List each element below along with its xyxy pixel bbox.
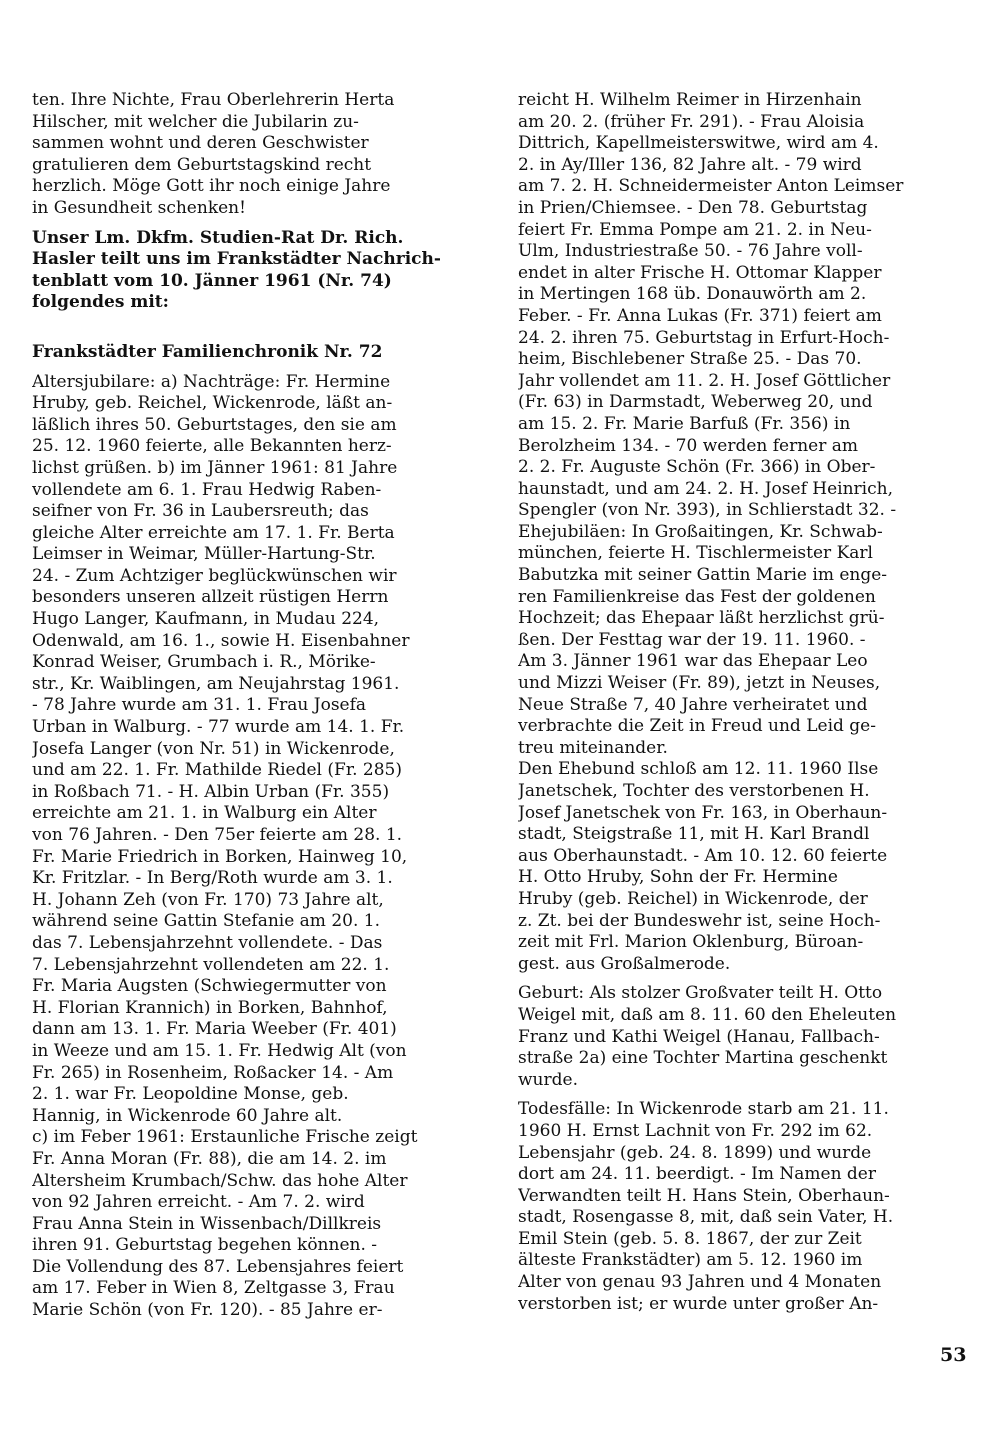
text-line: Altersjubilare: a) Nachträge: Fr. Hermine: [32, 371, 391, 392]
spacer: [32, 220, 487, 228]
text-line: 2. 2. Fr. Auguste Schön (Fr. 366) in Ober-: [518, 457, 876, 478]
text-line: Hruby (geb. Reichel) in Wickenrode, der: [518, 888, 868, 909]
text-line: Unser Lm. Dkfm. Studien-Rat Dr. Rich.: [32, 227, 404, 248]
text-line: Berolzheim 134. - 70 werden ferner am: [518, 435, 859, 456]
text-line: str., Kr. Waiblingen, am Neujahrstag 1961.: [32, 673, 400, 694]
text-line: ihren 91. Geburtstag begehen können. -: [32, 1235, 378, 1256]
text-line: straße 2a) eine Tochter Martina geschenkt: [518, 1048, 888, 1069]
text-line: Ulm, Industriestraße 50. - 76 Jahre voll-: [518, 241, 863, 262]
spacer: [518, 1091, 973, 1099]
text-line: münchen, feierte H. Tischlermeister Karl: [518, 543, 873, 564]
text-line: Weigel mit, daß am 8. 11. 60 den Eheleuten: [518, 1004, 897, 1025]
text-line: stadt, Steigstraße 11, mit H. Karl Brandl: [518, 824, 870, 845]
text-line: Franz und Kathi Weigel (Hanau, Fallbach-: [518, 1026, 880, 1047]
text-line: c) im Feber 1961: Erstaunliche Frische zeigt: [32, 1127, 418, 1148]
text-line: tenblatt vom 10. Jänner 1961 (Nr. 74): [32, 270, 392, 291]
text-line: dort am 24. 11. beerdigt. - Im Namen der: [518, 1164, 876, 1185]
left-column: [32, 90, 487, 1322]
text-line: seifner von Fr. 36 in Laubersreuth; das: [32, 501, 369, 522]
text-line: Neue Straße 7, 40 Jahre verheiratet und: [518, 694, 868, 715]
text-line: das 7. Lebensjahrzehnt vollendete. - Das: [32, 932, 383, 953]
text-line: H. Florian Krannich) in Borken, Bahnhof,: [32, 997, 388, 1018]
text-line: Fr. Anna Moran (Fr. 88), die am 14. 2. im: [32, 1148, 387, 1169]
text-line: Den Ehebund schloß am 12. 11. 1960 Ilse: [518, 759, 879, 780]
text-line: Konrad Weiser, Grumbach i. R., Mörike-: [32, 652, 376, 673]
text-line: verstorben ist; er wurde unter großer An-: [518, 1293, 879, 1314]
text-line: am 15. 2. Fr. Marie Barfuß (Fr. 356) in: [518, 413, 851, 434]
text-line: Alter von genau 93 Jahren und 4 Monaten: [518, 1272, 882, 1293]
text-line: Urban in Walburg. - 77 wurde am 14. 1. Fr.: [32, 717, 405, 738]
text-line: verbrachte die Zeit in Freud und Leid ge-: [518, 716, 876, 737]
text-line: am 17. Feber in Wien 8, Zeltgasse 3, Frau: [32, 1278, 395, 1299]
text-line: von 76 Jahren. - Den 75er feierte am 28. 1.: [32, 825, 403, 845]
text-line: 2. in Ay/Iller 136, 82 Jahre alt. - 79 wird: [518, 154, 862, 175]
spacer: [32, 314, 487, 328]
text-line: haunstadt, und am 24. 2. H. Josef Heinrich,: [518, 478, 893, 499]
text-line: Fr. Marie Friedrich in Borken, Hainweg 10,: [32, 846, 408, 867]
text-line: aus Oberhaunstadt. - Am 10. 12. 60 feierte: [518, 845, 888, 866]
text-line: dann am 13. 1. Fr. Maria Weeber (Fr. 401): [32, 1019, 397, 1040]
text-line: in Prien/Chiemsee. - Den 78. Geburtstag: [518, 197, 868, 218]
text-line: am 7. 2. H. Schneidermeister Anton Leimser: [518, 176, 904, 197]
text-line: Odenwald, am 16. 1., sowie H. Eisenbahner: [32, 630, 410, 651]
text-line: sammen wohnt und deren Geschwister: [32, 133, 369, 154]
text-line: feiert Fr. Emma Pompe am 21. 2. in Neu-: [518, 219, 872, 240]
text-line: Hasler teilt uns im Frankstädter Nachrich-: [32, 249, 441, 270]
text-line: während seine Gattin Stefanie am 20. 1.: [32, 911, 380, 932]
text-line: Babutzka mit seiner Gattin Marie im enge-: [518, 565, 888, 586]
text-line: - 78 Jahre wurde am 31. 1. Frau Josefa: [32, 695, 367, 716]
text-line: 1960 H. Ernst Lachnit von Fr. 292 im 62.: [518, 1120, 873, 1141]
text-line: Fr. 265) in Rosenheim, Roßacker 14. - Am: [32, 1062, 394, 1083]
text-line: Ehejubiläen: In Großaitingen, Kr. Schwab-: [518, 521, 883, 542]
text-line: älteste Frankstädter) am 5. 12. 1960 im: [518, 1250, 863, 1271]
text-line: läßlich ihres 50. Geburtstages, den sie am: [32, 414, 397, 435]
text-line: lichst grüßen. b) im Jänner 1961: 81 Jahre: [32, 457, 398, 478]
text-line: stadt, Rosengasse 8, mit, daß sein Vater, H.: [518, 1207, 894, 1228]
text-line: Verwandten teilt H. Hans Stein, Oberhaun-: [518, 1185, 890, 1206]
text-line: erreichte am 21. 1. in Walburg ein Alter: [32, 803, 377, 824]
text-line: ten. Ihre Nichte, Frau Oberlehrerin Herta: [32, 90, 395, 110]
text-line: Fr. Maria Augsten (Schwiegermutter von: [32, 976, 387, 997]
text-line: Todesfälle: In Wickenrode starb am 21. 11.: [518, 1099, 889, 1120]
spacer: [32, 328, 487, 342]
text-line: Marie Schön (von Fr. 120). - 85 Jahre er-: [32, 1300, 383, 1321]
text-line: gleiche Alter erreichte am 17. 1. Fr. Berta: [32, 522, 395, 543]
spacer: [32, 364, 487, 372]
text-line: folgendes mit:: [32, 292, 169, 313]
text-line: Feber. - Fr. Anna Lukas (Fr. 371) feiert am: [518, 305, 882, 326]
text-line: Die Vollendung des 87. Lebensjahres feiert: [32, 1256, 404, 1277]
text-line: Hugo Langer, Kaufmann, in Mudau 224,: [32, 609, 380, 630]
text-line: Altersheim Krumbach/Schw. das hohe Alter: [32, 1170, 408, 1191]
text-line: Frau Anna Stein in Wissenbach/Dillkreis: [32, 1213, 382, 1234]
text-line: von 92 Jahren erreicht. - Am 7. 2. wird: [32, 1192, 365, 1213]
spacer: [518, 975, 973, 983]
text-line: Spengler (von Nr. 393), in Schlierstadt 32. -: [518, 500, 897, 521]
text-line: treu miteinander.: [518, 737, 668, 758]
text-line: Josef Janetschek von Fr. 163, in Oberhaun-: [518, 802, 888, 823]
text-line: Emil Stein (geb. 5. 8. 1867, der zur Zeit: [518, 1228, 862, 1249]
text-line: gest. aus Großalmerode.: [518, 953, 731, 974]
text-line: Am 3. Jänner 1961 war das Ehepaar Leo: [518, 651, 868, 672]
text-line: wurde.: [518, 1069, 578, 1090]
text-line: H. Otto Hruby, Sohn der Fr. Hermine: [518, 867, 838, 888]
text-line: zeit mit Frl. Marion Oklenburg, Büroan-: [518, 932, 864, 953]
text-line: Hilscher, mit welcher die Jubilarin zu-: [32, 111, 359, 132]
text-line: und am 22. 1. Fr. Mathilde Riedel (Fr. 285): [32, 760, 402, 781]
text-line: 7. Lebensjahrzehnt vollendeten am 22. 1.: [32, 954, 390, 975]
text-line: 24. - Zum Achtziger beglückwünschen wir: [32, 565, 397, 586]
text-line: Jahr vollendet am 11. 2. H. Josef Göttlicher: [518, 370, 891, 391]
text-line: Dittrich, Kapellmeisterswitwe, wird am 4.: [518, 133, 879, 154]
text-line: am 20. 2. (früher Fr. 291). - Frau Aloisia: [518, 111, 865, 132]
text-line: Hochzeit; das Ehepaar läßt herzlichst grü-: [518, 608, 885, 629]
text-line: ßen. Der Festtag war der 19. 11. 1960. -: [518, 629, 866, 650]
text-line: Hannig, in Wickenrode 60 Jahre alt.: [32, 1105, 343, 1126]
text-line: Josefa Langer (von Nr. 51) in Wickenrode,: [32, 738, 395, 759]
text-line: Geburt: Als stolzer Großvater teilt H. Otto: [518, 983, 883, 1004]
text-line: heim, Bischlebener Straße 25. - Das 70.: [518, 349, 862, 370]
text-line: in Roßbach 71. - H. Albin Urban (Fr. 355): [32, 781, 390, 802]
page-number: 53: [940, 1344, 967, 1366]
text-line: (Fr. 63) in Darmstadt, Weberweg 20, und: [518, 392, 873, 413]
text-line: in Weeze und am 15. 1. Fr. Hedwig Alt (von: [32, 1040, 407, 1061]
text-line: in Mertingen 168 üb. Donauwörth am 2.: [518, 284, 867, 305]
text-line: ren Familienkreise das Fest der goldenen: [518, 586, 876, 607]
text-line: 24. 2. ihren 75. Geburtstag in Erfurt-Hoch-: [518, 327, 890, 348]
text-line: endet in alter Frische H. Ottomar Klapper: [518, 262, 882, 283]
section-heading: Frankstädter Familienchronik Nr. 72: [32, 341, 383, 362]
text-line: besonders unseren allzeit rüstigen Herrn: [32, 587, 389, 608]
text-line: 25. 12. 1960 feierte, alle Bekannten herz-: [32, 436, 392, 457]
text-line: Janetschek, Tochter des verstorbenen H.: [518, 781, 870, 801]
text-line: herzlich. Möge Gott ihr noch einige Jahre: [32, 176, 391, 197]
text-line: Leimser in Weimar, Müller-Hartung-Str.: [32, 544, 376, 565]
text-line: Lebensjahr (geb. 24. 8. 1899) und wurde: [518, 1142, 872, 1163]
text-line: reicht H. Wilhelm Reimer in Hirzenhain: [518, 90, 862, 110]
text-line: gratulieren dem Geburtstagskind recht: [32, 154, 372, 175]
text-line: z. Zt. bei der Bundeswehr ist, seine Hoch-: [518, 910, 881, 931]
right-column: [518, 90, 973, 1315]
text-line: H. Johann Zeh (von Fr. 170) 73 Jahre alt,: [32, 889, 384, 910]
text-line: und Mizzi Weiser (Fr. 89), jetzt in Neuses,: [518, 673, 881, 694]
text-line: Kr. Fritzlar. - In Berg/Roth wurde am 3. 1.: [32, 868, 393, 889]
text-line: in Gesundheit schenken!: [32, 197, 246, 218]
text-line: Hruby, geb. Reichel, Wickenrode, läßt an-: [32, 393, 393, 414]
text-line: vollendete am 6. 1. Frau Hedwig Raben-: [32, 479, 382, 500]
text-line: 2. 1. war Fr. Leopoldine Monse, geb.: [32, 1084, 349, 1105]
